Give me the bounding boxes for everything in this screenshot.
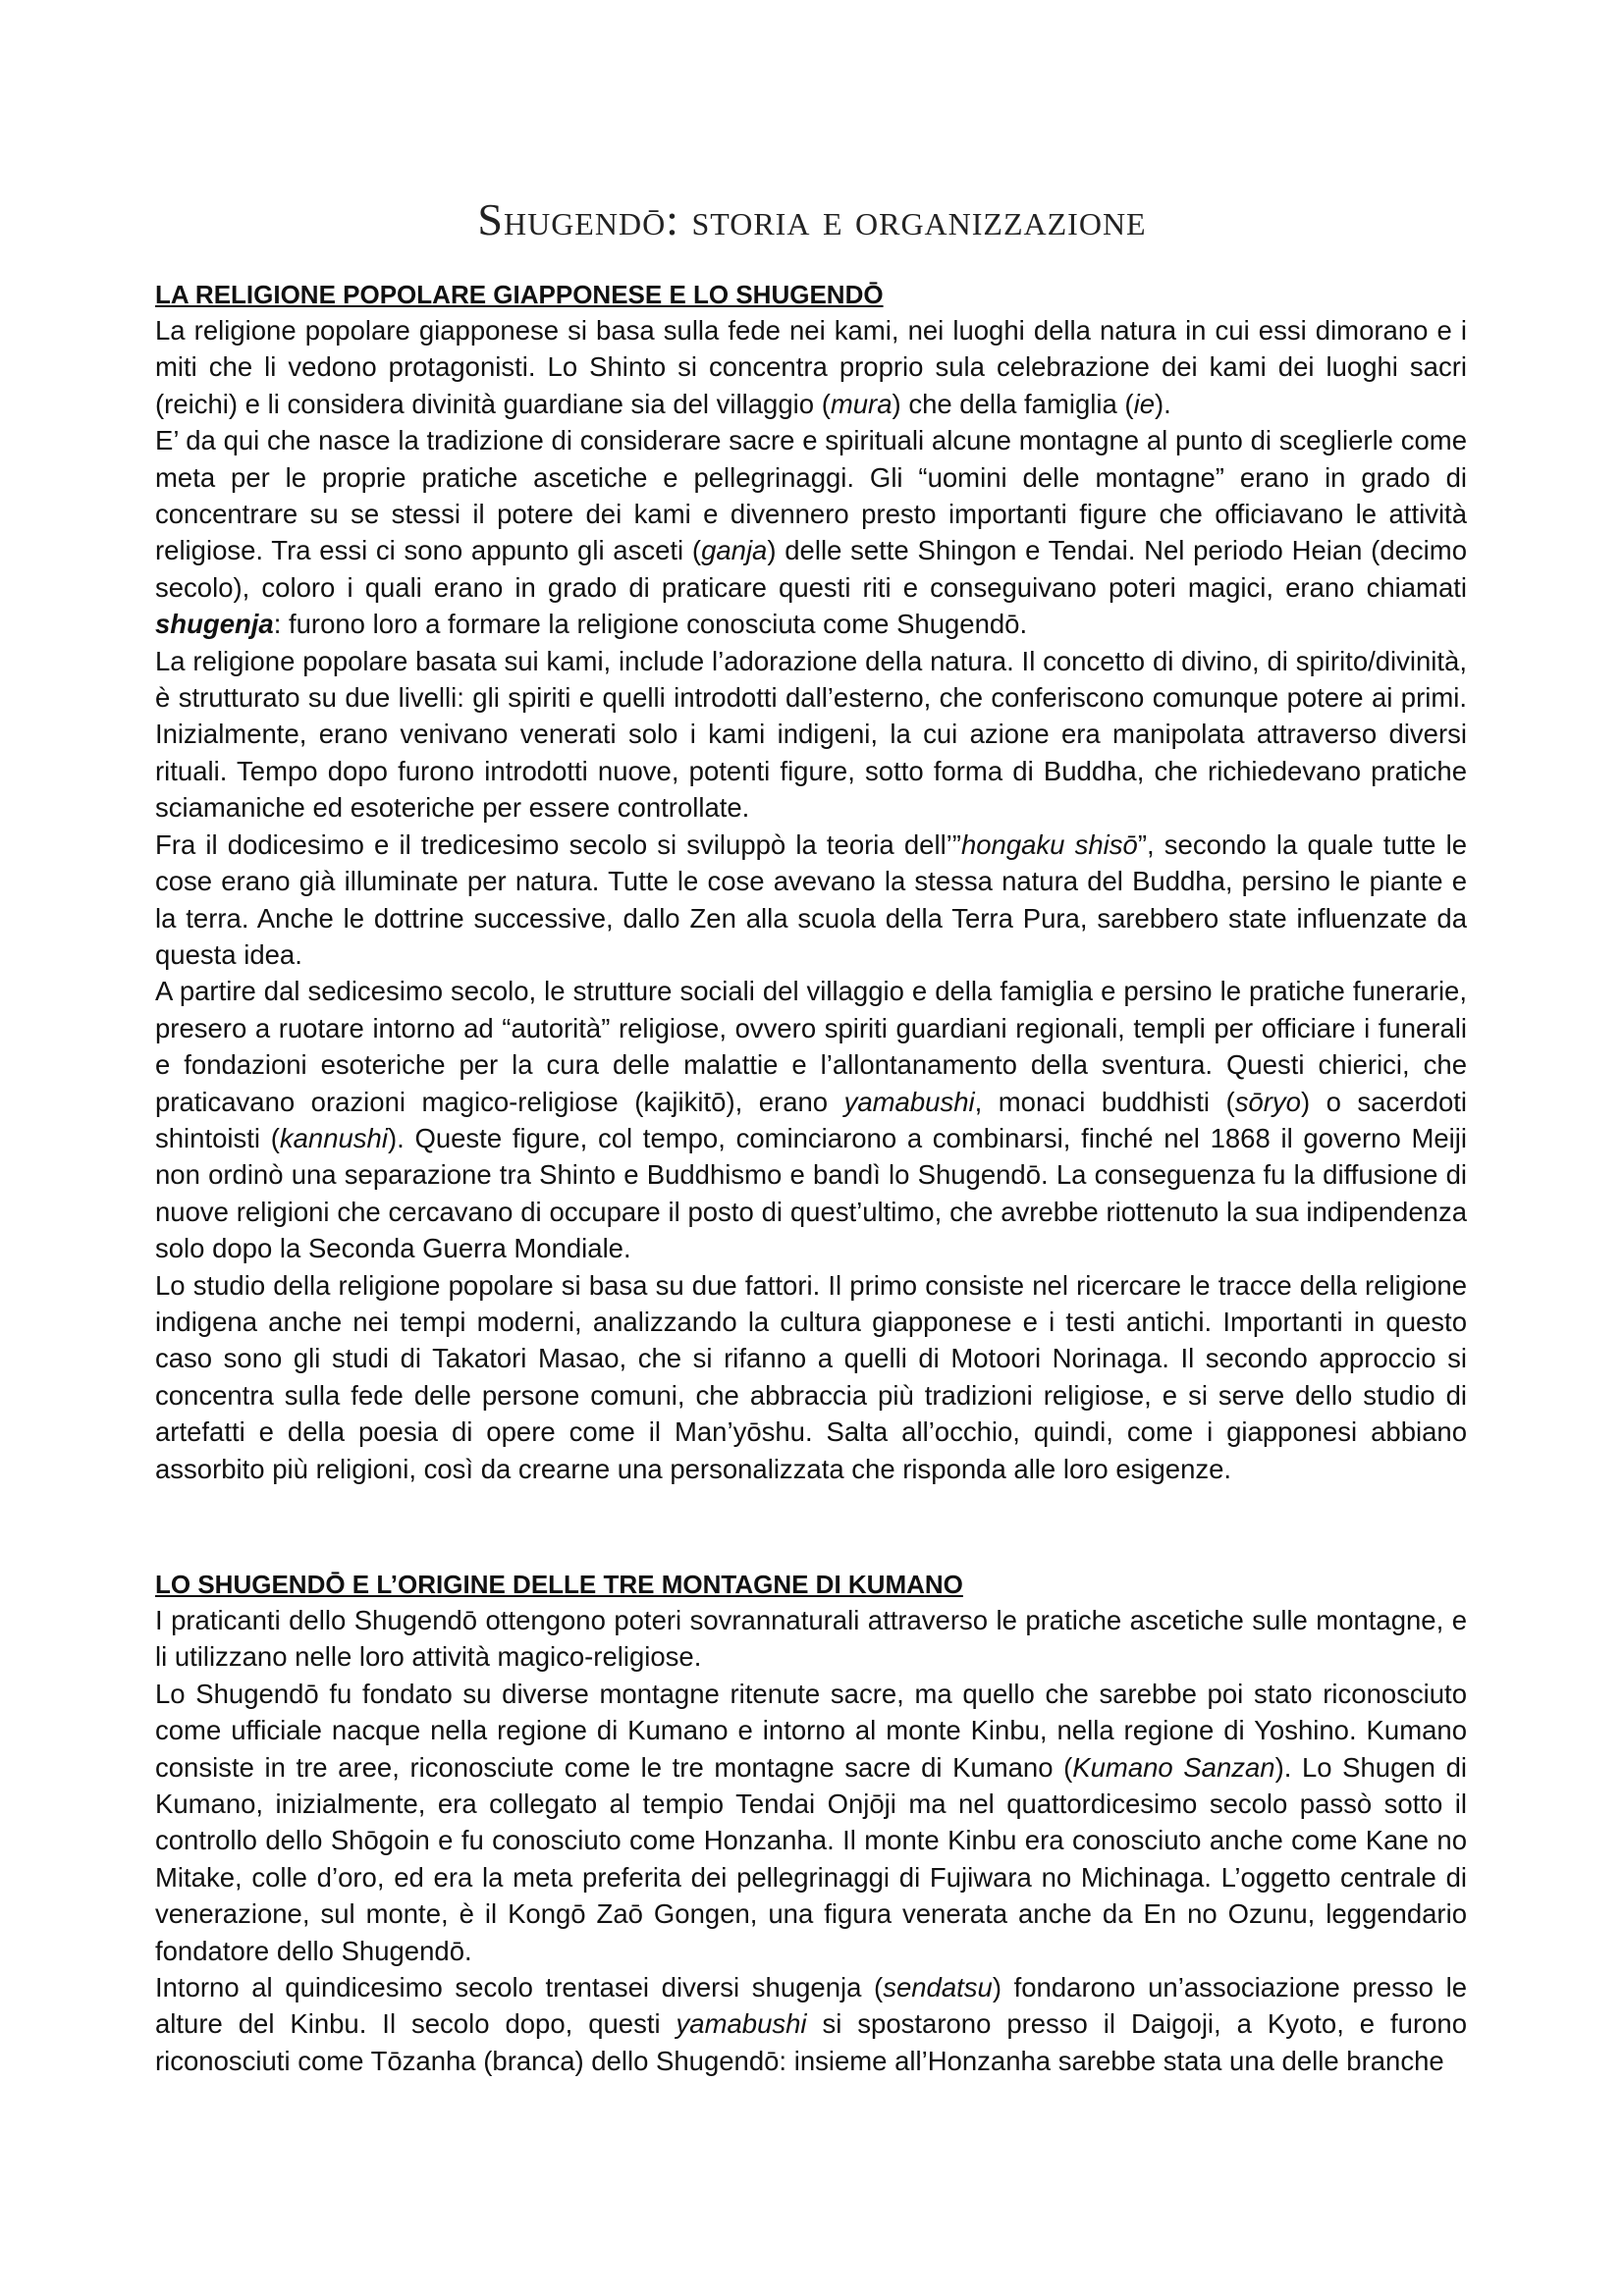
section-heading-religione-popolare: LA RELIGIONE POPOLARE GIAPPONESE E LO SHUGENDŌ bbox=[155, 280, 884, 309]
paragraph: Lo studio della religione popolare si basa su due fattori. Il primo consiste nel ricercare le tracce della religione indigena anche nei tempi moderni, analizzando la cultura giapponese e i testi antichi. Importanti in questo caso sono gli studi di Takatori Masao, che si rifanno a quelli di Motoori Norinaga. Il secondo approccio si concentra sulla fede delle persone comuni, che abbraccia più tradizioni religiose, e si serve dello studio di artefatti e della poesia di opere come il Man’yōshu. Salta all’occhio, quindi, come i giapponesi abbiano assorbito più religioni, così da crearne una personalizzata che risponda alle loro esigenze. bbox=[155, 1269, 1467, 1484]
paragraph: Fra il dodicesimo e il tredicesimo secolo si sviluppò la teoria dell’”hongaku shisō”, secondo la quale tutte le cose erano già illuminate per natura. Tutte le cose avevano la stessa natura del Buddha, persino le piante e la terra. Anche le dottrine successive, dallo Zen alla scuola della Terra Pura, sarebbero state influenzate da questa idea. bbox=[155, 828, 1467, 970]
paragraph: E’ da qui che nasce la tradizione di considerare sacre e spirituali alcune montagne al punto di sceglierle come meta per le proprie pratiche ascetiche e pellegrinaggi. Gli “uomini delle montagne” erano in grado di concentrare su se stessi il potere dei kami e divennero presto importanti figure che officiavano le attività religiose. Tra essi ci sono appunto gli asceti (ganja) delle sette Shingon e Tendai. Nel periodo Heian (decimo secolo), coloro i quali erano in grado di praticare questi riti e conseguivano poteri magici, erano chiamati shugenja: furono loro a formare la religione conosciuta come Shugendō. bbox=[155, 425, 1467, 640]
paragraph: Intorno al quindicesimo secolo trentasei diversi shugenja (sendatsu) fondarono un’associazione presso le alture del Kinbu. Il secolo dopo, questi yamabushi si spostarono presso il Daigoji, a Kyoto, e furono riconosciuti come Tōzanha (branca) dello Shugendō: insieme all’Honzanha sarebbe stata una delle branche bbox=[155, 1972, 1468, 2076]
paragraph: Lo Shugendō fu fondato su diverse montagne ritenute sacre, ma quello che sarebbe poi stato riconosciuto come ufficiale nacque nella regione di Kumano e intorno al monte Kinbu, nella regione di Yoshino. Kumano consiste in tre aree, riconosciute come le tre montagne sacre di Kumano (Kumano Sanzan). Lo Shugen di Kumano, inizialmente, era collegato al tempio Tendai Onjōji ma nel quattordicesimo secolo passò sotto il controllo dello Shōgoin e fu conosciuto come Honzanha. Il monte Kinbu era conosciuto anche come Kane no Mitake, colle d’oro, ed era la meta preferita dei pellegrinaggi di Fujiwara no Michinaga. L’oggetto centrale di venerazione, sul monte, è il Kongō Zaō Gongen, una figura venerata anche da En no Ozunu, leggendario fondatore dello Shugendō. bbox=[155, 1678, 1467, 1966]
paragraph: La religione popolare giapponese si basa sulla fede nei kami, nei luoghi della natura in cui essi dimorano e i miti che li vedono protagonisti. Lo Shinto si concentra proprio sula celebrazione dei kami dei luoghi sacri (reichi) e li considera divinità guardiane sia del villaggio (mura) che della famiglia (ie). bbox=[155, 315, 1467, 419]
paragraph: A partire dal sedicesimo secolo, le strutture sociali del villaggio e della famiglia e persino le pratiche funerarie, presero a ruotare intorno ad “autorità” religiose, ovvero spiriti guardiani regionali, templi per officiare i funerali e fondazioni esoteriche per la cura delle malattie e l’allontanamento della sventura. Questi chierici, che praticavano orazioni magico-religiose (kajikitō), erano yamabushi, monaci buddhisti (sōryo) o sacerdoti shintoisti (kannushi). Queste figure, col tempo, cominciarono a combinarsi, finché nel 1868 il governo Meiji non ordinò una separazione tra Shinto e Buddhismo e bandì lo Shugendō. La conseguenza fu la diffusione di nuove religioni che cercavano di occupare il posto di quest’ultimo, che avrebbe riottenuto la sua indipendenza solo dopo la Seconda Guerra Mondiale. bbox=[155, 976, 1467, 1264]
page-title: Shugendō: storia e organizzazione bbox=[477, 194, 1147, 244]
section-body-religione-popolare bbox=[155, 312, 1467, 1487]
section-heading-kumano: LO SHUGENDŌ E L’ORIGINE DELLE TRE MONTAGNE DI KUMANO bbox=[155, 1570, 963, 1599]
paragraph: I praticanti dello Shugendō ottengono poteri sovrannaturali attraverso le pratiche ascetiche sulle montagne, e li utilizzano nelle loro attività magico-religiose. bbox=[155, 1605, 1467, 1673]
paragraph: La religione popolare basata sui kami, include l’adorazione della natura. Il concetto di divino, di spirito/divinità, è strutturato su due livelli: gli spiriti e quelli introdotti dall’esterno, che conferiscono comunque potere ai primi. Inizialmente, erano venivano venerati solo i kami indigeni, la cui azione era manipolata attraverso diversi rituali. Tempo dopo furono introdotti nuove, potenti figure, sotto forma di Buddha, che richiedevano pratiche sciamaniche ed esoteriche per essere controllate. bbox=[155, 645, 1467, 824]
section-body-kumano bbox=[155, 1602, 1467, 2079]
